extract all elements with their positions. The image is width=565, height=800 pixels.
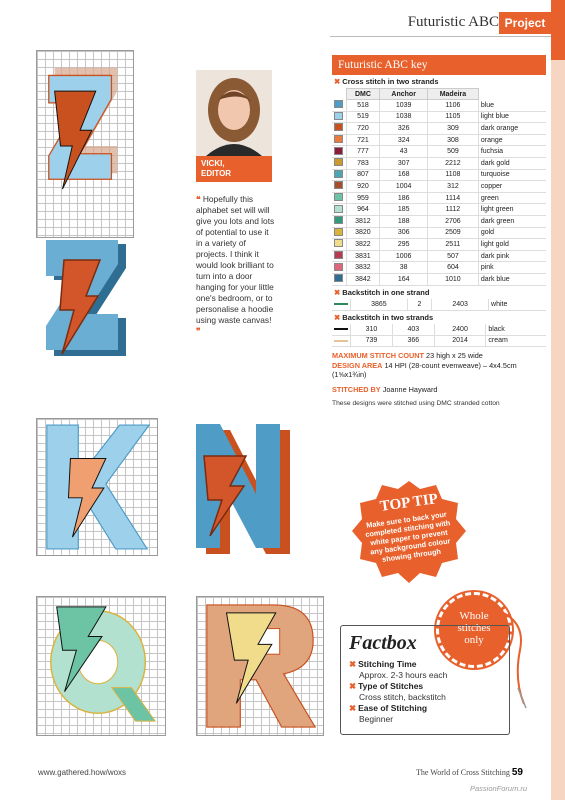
key-cell-name: fuchsia bbox=[478, 146, 546, 158]
footer-magazine: The World of Cross Stitching 59 bbox=[416, 767, 523, 778]
key-cell-madeira: 2400 bbox=[434, 324, 486, 336]
section-title: Futuristic ABC bbox=[407, 14, 499, 30]
key-cell-dmc: 518 bbox=[346, 100, 380, 112]
key-cell-madeira: 309 bbox=[428, 123, 479, 135]
key-cell-anchor: 186 bbox=[380, 192, 428, 204]
key-cell-madeira: 1106 bbox=[428, 100, 479, 112]
thread-swatch-icon bbox=[334, 112, 343, 120]
stitched-letter-z bbox=[40, 238, 132, 364]
top-tip-badge bbox=[350, 475, 468, 587]
key-row bbox=[332, 204, 546, 216]
key-row bbox=[332, 215, 546, 227]
key-row bbox=[332, 227, 546, 239]
key-cell-anchor: 38 bbox=[380, 262, 428, 274]
thread-swatch-icon bbox=[334, 170, 343, 178]
thread-swatch-icon bbox=[334, 193, 343, 201]
key-stitched-by: STITCHED BY Joanne Hayward bbox=[332, 384, 438, 394]
factbox-item: ✖ Ease of Stitching Beginner bbox=[349, 703, 428, 724]
editor-name: VICKI, bbox=[201, 159, 225, 168]
cross-mark-icon: ✖ bbox=[334, 77, 341, 86]
cross-mark-icon: ✖ bbox=[349, 703, 357, 713]
key-row bbox=[332, 324, 546, 336]
key-cell-madeira: 2014 bbox=[434, 335, 486, 347]
key-cell-dmc: 3832 bbox=[346, 262, 380, 274]
key-cell-madeira: 507 bbox=[428, 250, 479, 262]
key-cell-anchor: 1038 bbox=[380, 111, 428, 123]
key-cell-name: dark orange bbox=[478, 123, 546, 135]
cross-mark-icon: ✖ bbox=[349, 659, 357, 669]
key-cell-madeira: 1114 bbox=[428, 192, 479, 204]
key-cell-name: dark blue bbox=[478, 273, 546, 285]
chart-k-pattern bbox=[37, 419, 157, 555]
key-row bbox=[332, 100, 546, 112]
key-cell-name: black bbox=[486, 324, 546, 336]
key-cell-madeira: 312 bbox=[428, 181, 479, 193]
key-cell-dmc: 310 bbox=[351, 324, 393, 336]
key-cell-anchor: 366 bbox=[392, 335, 434, 347]
stitch-key bbox=[332, 55, 546, 407]
key-cell-name: orange bbox=[478, 134, 546, 146]
key-cross-table bbox=[332, 88, 546, 286]
stitched-z-image bbox=[40, 238, 132, 364]
key-row bbox=[332, 273, 546, 285]
thread-swatch-icon bbox=[334, 181, 343, 189]
thread-swatch-icon bbox=[334, 274, 343, 282]
key-col-madeira: Madeira bbox=[428, 89, 479, 100]
chart-letter-z bbox=[36, 50, 134, 238]
key-cell-madeira: 604 bbox=[428, 262, 479, 274]
key-header-row bbox=[332, 89, 546, 100]
key-cell-dmc: 3820 bbox=[346, 227, 380, 239]
thread-swatch-icon bbox=[334, 158, 343, 166]
key-cell-anchor: 1006 bbox=[380, 250, 428, 262]
key-row bbox=[332, 250, 546, 262]
stitched-letter-n bbox=[186, 420, 296, 560]
chart-r-pattern bbox=[197, 597, 323, 735]
thread-swatch-icon bbox=[334, 123, 343, 131]
thread-swatch-icon bbox=[334, 135, 343, 143]
key-cell-name: green bbox=[478, 192, 546, 204]
header-rule bbox=[330, 36, 551, 37]
cross-mark-icon: ✖ bbox=[334, 287, 341, 297]
key-cell-anchor: 2 bbox=[407, 299, 432, 311]
key-cell-dmc: 783 bbox=[346, 157, 380, 169]
key-cell-name: blue bbox=[478, 100, 546, 112]
page-number: 59 bbox=[511, 767, 523, 778]
key-cell-name: pink bbox=[478, 262, 546, 274]
key-cell-madeira: 1105 bbox=[428, 111, 479, 123]
editor-portrait bbox=[196, 70, 272, 156]
factbox-item: ✖ Stitching Time Approx. 2-3 hours each bbox=[349, 659, 448, 680]
key-cell-anchor: 307 bbox=[380, 157, 428, 169]
key-row bbox=[332, 192, 546, 204]
backstitch-line-icon bbox=[334, 340, 348, 342]
key-cell-dmc: 3842 bbox=[346, 273, 380, 285]
key-back2-table bbox=[332, 324, 546, 348]
key-cross-rows bbox=[332, 100, 546, 286]
factbox-title: Factbox bbox=[349, 632, 417, 654]
key-title: Futuristic ABC key bbox=[332, 55, 546, 75]
footer-url[interactable]: www.gathered.how/woxs bbox=[38, 768, 127, 777]
key-cell-madeira: 509 bbox=[428, 146, 479, 158]
thread-swatch-icon bbox=[334, 205, 343, 213]
key-cell-dmc: 964 bbox=[346, 204, 380, 216]
key-row bbox=[332, 239, 546, 251]
thread-swatch-icon bbox=[334, 239, 343, 247]
key-cell-dmc: 3822 bbox=[346, 239, 380, 251]
key-cell-dmc: 777 bbox=[346, 146, 380, 158]
key-cell-anchor: 324 bbox=[380, 134, 428, 146]
key-cell-anchor: 326 bbox=[380, 123, 428, 135]
whole-stitches-badge: Whole stitches only bbox=[436, 592, 512, 668]
key-cell-anchor: 185 bbox=[380, 204, 428, 216]
chart-z-pattern bbox=[37, 51, 133, 237]
key-cell-dmc: 807 bbox=[346, 169, 380, 181]
key-cell-madeira: 2403 bbox=[432, 299, 489, 311]
key-cell-dmc: 720 bbox=[346, 123, 380, 135]
editor-role: EDITOR bbox=[201, 169, 232, 178]
key-cell-name: turquoise bbox=[478, 169, 546, 181]
thread-swatch-icon bbox=[334, 100, 343, 108]
key-cell-madeira: 1108 bbox=[428, 169, 479, 181]
key-cell-madeira: 2212 bbox=[428, 157, 479, 169]
key-cell-dmc: 959 bbox=[346, 192, 380, 204]
thread-swatch-icon bbox=[334, 251, 343, 259]
chart-q-pattern bbox=[37, 597, 165, 735]
key-back2-heading: ✖ Backstitch in two strands bbox=[334, 312, 434, 322]
tip-title: TOP TIP bbox=[378, 491, 439, 515]
key-cell-anchor: 306 bbox=[380, 227, 428, 239]
key-cell-name: gold bbox=[478, 227, 546, 239]
key-stitch-count: MAXIMUM STITCH COUNT 23 high x 25 wide bbox=[332, 351, 483, 361]
stitched-n-image bbox=[186, 420, 296, 560]
key-row bbox=[332, 134, 546, 146]
thread-swatch-icon bbox=[334, 228, 343, 236]
key-col-dmc: DMC bbox=[346, 89, 380, 100]
watermark: PassionForum.ru bbox=[470, 784, 528, 793]
editor-quote-text: Hopefully this alphabet set will will give you lots and lots of potential to use it in a variety of projects. I think it would look brilliant to turn into a door hanging for your little one's bedroom, or to personalise a hoodie using waste canvas! bbox=[196, 194, 275, 325]
key-cell-anchor: 403 bbox=[392, 324, 434, 336]
key-row bbox=[332, 123, 546, 135]
key-cross-heading: ✖ Cross stitch in two strands bbox=[334, 77, 439, 86]
factbox bbox=[340, 625, 510, 735]
thread-swatch-icon bbox=[334, 263, 343, 271]
key-cell-anchor: 295 bbox=[380, 239, 428, 251]
chart-letter-r bbox=[196, 596, 324, 736]
key-cell-dmc: 721 bbox=[346, 134, 380, 146]
key-row bbox=[332, 181, 546, 193]
editor-nameplate bbox=[196, 156, 272, 182]
key-cell-anchor: 1004 bbox=[380, 181, 428, 193]
thread-swatch-icon bbox=[334, 216, 343, 224]
key-cell-madeira: 2509 bbox=[428, 227, 479, 239]
key-cell-name: dark green bbox=[478, 215, 546, 227]
key-row bbox=[332, 335, 546, 347]
backstitch-line-icon bbox=[334, 328, 348, 330]
key-cell-name: cream bbox=[486, 335, 546, 347]
chart-letter-k bbox=[36, 418, 158, 556]
key-cell-name: light gold bbox=[478, 239, 546, 251]
key-cell-dmc: 920 bbox=[346, 181, 380, 193]
key-cell-anchor: 1039 bbox=[380, 100, 428, 112]
key-design-area: DESIGN AREA 14 HPI (28-count evenweave) – 4x4.5cm (1⅝x1¾in) bbox=[332, 360, 517, 380]
key-cell-name: light green bbox=[478, 204, 546, 216]
key-cell-madeira: 308 bbox=[428, 134, 479, 146]
cross-mark-icon: ✖ bbox=[349, 681, 357, 691]
key-back1-table bbox=[332, 299, 546, 311]
key-cell-dmc: 3831 bbox=[346, 250, 380, 262]
backstitch-line-icon bbox=[334, 303, 348, 305]
key-cell-madeira: 1112 bbox=[428, 204, 479, 216]
key-note: These designs were stitched using DMC stranded cotton bbox=[332, 400, 500, 408]
key-row bbox=[332, 262, 546, 274]
key-cell-name: light blue bbox=[478, 111, 546, 123]
key-col-anchor: Anchor bbox=[380, 89, 428, 100]
key-cell-madeira: 1010 bbox=[428, 273, 479, 285]
key-cell-anchor: 188 bbox=[380, 215, 428, 227]
edge-stripe bbox=[551, 0, 565, 800]
chart-letter-q bbox=[36, 596, 166, 736]
factbox-item: ✖ Type of Stitches Cross stitch, backstitch bbox=[349, 681, 446, 702]
key-cell-name: copper bbox=[478, 181, 546, 193]
editor-photo bbox=[196, 70, 272, 156]
key-row bbox=[332, 169, 546, 181]
key-cell-name: white bbox=[489, 299, 546, 311]
editor-quote bbox=[196, 194, 276, 337]
thread-swatch-icon bbox=[334, 147, 343, 155]
key-cell-dmc: 739 bbox=[351, 335, 393, 347]
key-row bbox=[332, 157, 546, 169]
key-cell-anchor: 43 bbox=[380, 146, 428, 158]
key-row bbox=[332, 111, 546, 123]
key-cell-name: dark gold bbox=[478, 157, 546, 169]
section-tab: Project bbox=[499, 12, 551, 34]
key-row bbox=[332, 146, 546, 158]
key-back1-heading: ✖ Backstitch in one strand bbox=[334, 287, 430, 297]
key-cell-anchor: 168 bbox=[380, 169, 428, 181]
key-cell-dmc: 3812 bbox=[346, 215, 380, 227]
close-quote-icon: ❞ bbox=[196, 326, 201, 336]
key-row bbox=[332, 299, 546, 311]
open-quote-icon: ❝ bbox=[196, 194, 203, 204]
key-cell-dmc: 3865 bbox=[351, 299, 408, 311]
key-cell-name: dark pink bbox=[478, 250, 546, 262]
cross-mark-icon: ✖ bbox=[334, 312, 341, 322]
key-cell-madeira: 2511 bbox=[428, 239, 479, 251]
tip-text: Make sure to back your completed stitching with white paper to prevent any background colour showing through bbox=[364, 509, 451, 564]
key-cell-anchor: 164 bbox=[380, 273, 428, 285]
key-cell-dmc: 519 bbox=[346, 111, 380, 123]
key-cell-madeira: 2706 bbox=[428, 215, 479, 227]
